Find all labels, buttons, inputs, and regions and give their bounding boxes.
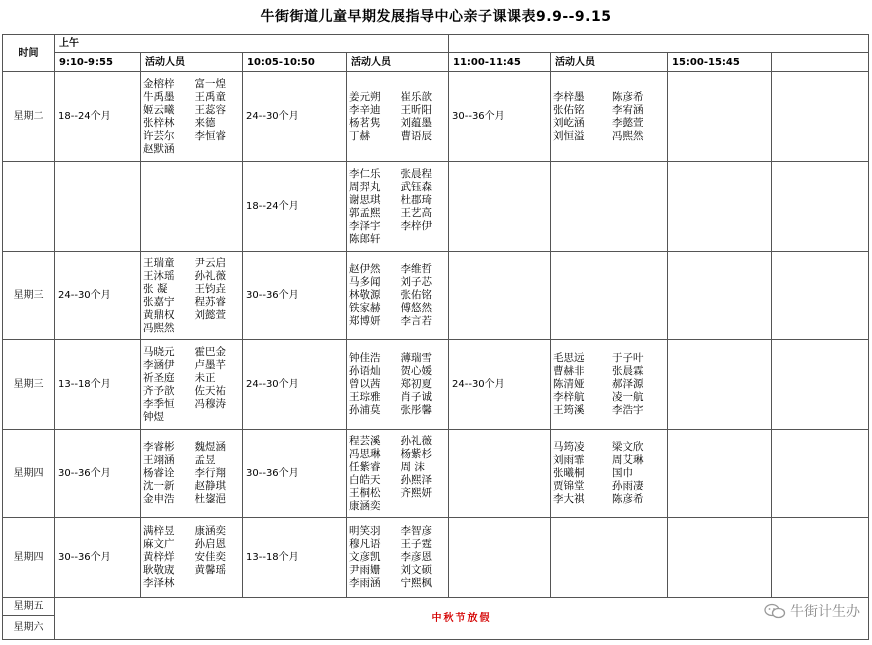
age-range-1: 18--24个月 [55, 72, 141, 162]
participant-name: 王艺高 [400, 206, 432, 219]
age-range-1 [55, 162, 141, 252]
participant-name: 武钰森 [400, 180, 432, 193]
participant-name: 周 沫 [400, 460, 425, 473]
participant-name: 任紫睿 [349, 460, 381, 473]
participant-name: 张晨程 [400, 167, 432, 180]
name-list [349, 525, 446, 590]
watermark [764, 601, 860, 621]
age-range-2: 13--18个月 [243, 518, 347, 598]
participant-name: 赵伊然 [349, 263, 381, 275]
participant-name: 杜鋆浥 [194, 493, 226, 505]
schedule-row [3, 340, 869, 430]
participant-name: 魏煜涵 [194, 441, 226, 453]
participant-name: 王昕阳 [400, 103, 432, 116]
name-list [349, 352, 446, 417]
schedule-row [3, 252, 869, 340]
empty-cell [772, 252, 869, 340]
participant-name: 李季恒 [143, 397, 175, 410]
participant-name: 祈圣庭 [143, 371, 175, 384]
participant-name: 李智彦 [400, 525, 432, 537]
name-list [349, 168, 446, 246]
participant-name: 孙礼薇 [400, 434, 432, 447]
participant-name: 孙雨凄 [612, 480, 644, 492]
participant-name: 孟昱 [194, 454, 216, 466]
schedule-row [3, 72, 869, 162]
participant-name: 杨睿诠 [143, 467, 175, 479]
participant-name: 黄鼎权 [143, 308, 175, 321]
participant-name: 王子霆 [400, 538, 432, 550]
schedule-rows [3, 72, 869, 598]
participant-name: 钟佳浩 [349, 352, 381, 364]
empty-cell [772, 72, 869, 162]
schedule-table [2, 34, 869, 640]
participant-name: 陈彦希 [612, 493, 644, 505]
name-list [553, 441, 665, 506]
empty-cell [772, 340, 869, 430]
activity-names-cell [347, 430, 449, 518]
participant-name: 张 凝 [143, 282, 168, 295]
activity-names-cell [141, 340, 243, 430]
participant-name: 曾以茜 [349, 378, 381, 390]
participant-name: 李大祺 [553, 493, 585, 505]
participant-name: 穆凡语 [349, 538, 381, 550]
name-list [349, 91, 446, 143]
slot-header-4: 15:00-15:45 [668, 53, 772, 72]
participant-name: 李彦恩 [400, 551, 432, 563]
participant-name: 张晨霖 [612, 365, 644, 377]
name-list [143, 525, 240, 590]
participant-name: 李梓伊 [400, 219, 432, 232]
activity-names-cell [347, 518, 449, 598]
participant-name: 李泽林 [143, 577, 175, 589]
participant-name: 姜元朔 [349, 90, 381, 103]
participant-name: 曹赫非 [553, 365, 585, 377]
participant-name: 李懿萱 [612, 116, 644, 129]
participant-name: 王筠溪 [553, 404, 585, 416]
participant-name: 金申浩 [143, 493, 175, 505]
day-friday: 星期五 [3, 598, 55, 616]
activity-names-cell [551, 252, 668, 340]
participant-name: 陈郎轩 [349, 232, 381, 245]
participant-name: 齐予歆 [143, 384, 175, 397]
age-range-1: 24--30个月 [55, 252, 141, 340]
participant-name: 陈彦希 [612, 90, 644, 103]
participant-name: 薄瑞雪 [400, 352, 432, 364]
activity-header-1: 活动人员 [141, 53, 243, 72]
participant-name: 崔乐歆 [400, 90, 432, 103]
participant-name: 铁家赫 [349, 302, 381, 314]
participant-name: 张梓林 [143, 116, 175, 129]
activity-names-cell [141, 518, 243, 598]
participant-name: 李行翔 [194, 467, 226, 479]
participant-name: 刘文硕 [400, 564, 432, 576]
participant-name: 李泽宇 [349, 219, 381, 232]
participant-name: 未正 [194, 371, 216, 384]
participant-name: 张佑铭 [553, 103, 585, 116]
schedule-row [3, 518, 869, 598]
participant-name: 刘子芯 [400, 276, 432, 288]
activity-names-cell [141, 252, 243, 340]
participant-name: 谢思琪 [349, 193, 381, 206]
participant-name: 梁文欣 [612, 441, 644, 453]
participant-name: 王翊涵 [143, 454, 175, 466]
participant-name: 沈一新 [143, 480, 175, 492]
participant-name: 李睿彬 [143, 441, 175, 453]
participant-name: 赵静琪 [194, 480, 226, 492]
participant-name: 张曦桐 [553, 467, 585, 479]
holiday-banner [55, 598, 869, 640]
participant-name: 麻文广 [143, 538, 175, 550]
participant-name: 毛思远 [553, 352, 585, 364]
participant-name: 孙浦莫 [349, 404, 381, 416]
activity-names-cell [551, 340, 668, 430]
participant-name: 黄馨瑶 [194, 564, 226, 576]
participant-name: 满梓昱 [143, 525, 175, 537]
participant-name: 杜郡琦 [400, 193, 432, 206]
activity-names-cell [347, 340, 449, 430]
participant-name: 郑初夏 [400, 378, 432, 390]
participant-name: 文彦凯 [349, 551, 381, 563]
participant-name: 张彤馨 [400, 404, 432, 416]
name-list [553, 91, 665, 143]
day-label: 星期四 [3, 430, 55, 518]
participant-name: 佐天祐 [194, 384, 226, 397]
activity-header-3: 活动人员 [551, 53, 668, 72]
participant-name: 程芸溪 [349, 434, 381, 447]
participant-name: 马多闻 [349, 276, 381, 288]
participant-name: 凌一航 [612, 391, 644, 403]
participant-name: 马筠凌 [553, 441, 585, 453]
age-range-2: 24--30个月 [243, 340, 347, 430]
day-label: 星期二 [3, 72, 55, 162]
participant-name: 耿敬宬 [143, 564, 175, 576]
page-title: 牛街街道儿童早期发展指导中心亲子课课表9.9--9.15 [260, 9, 612, 25]
participant-name: 刘恒溢 [553, 129, 585, 142]
participant-name: 于子叶 [612, 352, 644, 364]
participant-name: 富一煌 [194, 77, 226, 90]
activity-names-cell [551, 518, 668, 598]
participant-name: 宁熙枫 [400, 577, 432, 589]
participant-name: 刘屹涵 [553, 116, 585, 129]
age-range-1: 30--36个月 [55, 518, 141, 598]
participant-name: 孙语灿 [349, 365, 381, 377]
participant-name: 王琮雅 [349, 391, 381, 403]
participant-name: 李雨涵 [349, 577, 381, 589]
participant-name: 贾锦堂 [553, 480, 585, 492]
participant-name: 李辛迪 [349, 103, 381, 116]
participant-name: 康涵奕 [194, 525, 226, 537]
participant-name: 王桐松 [349, 486, 381, 499]
activity-names-cell [551, 162, 668, 252]
participant-name: 周羿丸 [349, 180, 381, 193]
activity-names-cell [551, 430, 668, 518]
participant-name: 马晓元 [143, 345, 175, 358]
participant-name: 李浩宇 [612, 404, 644, 416]
age-range-2: 30--36个月 [243, 252, 347, 340]
participant-name: 姬云曦 [143, 103, 175, 116]
activity-names-cell [347, 162, 449, 252]
participant-name: 冯熙然 [612, 129, 644, 142]
participant-name: 黄梓烊 [143, 551, 175, 563]
participant-name: 王瑞童 [143, 256, 175, 269]
participant-name: 杨紫杉 [400, 447, 432, 460]
participant-name [195, 143, 241, 156]
activity-header-2: 活动人员 [347, 53, 449, 72]
participant-name: 尹云启 [194, 256, 226, 269]
participant-name: 刘雨霏 [553, 454, 585, 466]
name-list [349, 263, 446, 328]
participant-name: 孙礼薇 [194, 269, 226, 282]
activity-names-cell [141, 72, 243, 162]
participant-name: 周艾琳 [612, 454, 644, 466]
activity-names-cell [141, 162, 243, 252]
day-label: 星期四 [3, 518, 55, 598]
participant-name: 王沐瑶 [143, 269, 175, 282]
schedule-row [3, 430, 869, 518]
participant-name: 曹语辰 [400, 129, 432, 142]
age-range-2: 24--30个月 [243, 72, 347, 162]
participant-name: 丁赫 [349, 129, 370, 142]
participant-name: 牛禹墨 [143, 90, 175, 103]
day-label: 星期三 [3, 340, 55, 430]
slot-header-3: 11:00-11:45 [449, 53, 551, 72]
day-label: 星期三 [3, 252, 55, 340]
participant-name: 杨茗隽 [349, 116, 381, 129]
participant-name: 刘懿萱 [194, 308, 226, 321]
activity-names-cell [551, 72, 668, 162]
participant-name [401, 233, 447, 246]
name-list [553, 352, 665, 417]
participant-name: 张嘉宁 [143, 295, 175, 308]
age-range-2: 30--36个月 [243, 430, 347, 518]
participant-name: 金榕梓 [143, 77, 175, 90]
empty-cell [772, 518, 869, 598]
participant-name: 齐熙妍 [400, 486, 432, 499]
participant-name: 李梓墨 [553, 90, 585, 103]
age-range-3: 30--36个月 [449, 72, 551, 162]
holiday-text: 中秋节放假 [431, 613, 492, 624]
participant-name: 王钧垚 [194, 282, 226, 295]
name-list [143, 441, 240, 506]
participant-name: 来德 [194, 116, 216, 129]
activity-names-cell [141, 430, 243, 518]
age-range-3 [449, 518, 551, 598]
participant-name [195, 411, 241, 424]
am-header: 上午 [55, 35, 449, 53]
participant-name: 傅悠然 [400, 302, 432, 314]
participant-name: 郝泽源 [612, 378, 644, 390]
age-range-4 [668, 72, 772, 162]
participant-name: 冯思琳 [349, 447, 381, 460]
participant-name: 许芸尔 [143, 129, 175, 142]
participant-name: 霍巴金 [194, 345, 226, 358]
participant-name: 肖子诚 [400, 391, 432, 403]
participant-name: 卢墨芊 [194, 358, 226, 371]
participant-name: 刘蕴墨 [400, 116, 432, 129]
participant-name: 李涵伊 [143, 358, 175, 371]
participant-name: 赵默涵 [143, 142, 175, 155]
age-range-3 [449, 162, 551, 252]
participant-name: 郭孟熙 [349, 206, 381, 219]
age-range-1: 30--36个月 [55, 430, 141, 518]
participant-name: 程苏睿 [194, 295, 226, 308]
name-list [143, 257, 240, 335]
schedule-row [3, 162, 869, 252]
participant-name: 王禹童 [194, 90, 226, 103]
participant-name: 孙启恩 [194, 538, 226, 550]
participant-name: 李维哲 [400, 263, 432, 275]
participant-name: 李宥涵 [612, 103, 644, 116]
age-range-3: 24--30个月 [449, 340, 551, 430]
age-range-4 [668, 252, 772, 340]
wechat-icon [764, 603, 786, 619]
participant-name [401, 500, 447, 513]
participant-name: 张佑铭 [400, 289, 432, 301]
name-list [349, 435, 446, 513]
empty-cell [772, 162, 869, 252]
participant-name: 李言若 [400, 315, 432, 327]
age-range-3 [449, 430, 551, 518]
participant-name: 林敬源 [349, 289, 381, 301]
participant-name: 陈清娅 [553, 378, 585, 390]
participant-name: 明笑羽 [349, 525, 381, 537]
participant-name: 李仁乐 [349, 167, 381, 180]
participant-name: 李恒睿 [194, 129, 226, 142]
participant-name: 尹雨姗 [349, 564, 381, 576]
age-range-3 [449, 252, 551, 340]
day-label [3, 162, 55, 252]
participant-name: 孙熙泽 [400, 473, 432, 486]
age-range-4 [668, 340, 772, 430]
age-range-4 [668, 518, 772, 598]
participant-name: 安佳奕 [194, 551, 226, 563]
name-list [143, 346, 240, 424]
age-range-1: 13--18个月 [55, 340, 141, 430]
name-list [143, 78, 240, 156]
participant-name [195, 322, 241, 335]
participant-name: 康涵奕 [349, 499, 381, 512]
participant-name: 冯穆涛 [194, 397, 226, 410]
participant-name [195, 577, 241, 590]
age-range-4 [668, 430, 772, 518]
participant-name: 李梓航 [553, 391, 585, 403]
participant-name: 王蕊容 [194, 103, 226, 116]
activity-names-cell [347, 252, 449, 340]
participant-name: 白皓天 [349, 473, 381, 486]
time-header: 时间 [3, 35, 55, 72]
participant-name: 钟煜 [143, 410, 164, 423]
age-range-2: 18--24个月 [243, 162, 347, 252]
day-saturday: 星期六 [3, 616, 55, 640]
participant-name: 郑博妍 [349, 315, 381, 327]
participant-name: 贺心媛 [400, 365, 432, 377]
participant-name: 国巾 [612, 467, 633, 479]
participant-name: 冯熙然 [143, 321, 175, 334]
empty-cell [772, 430, 869, 518]
age-range-4 [668, 162, 772, 252]
watermark-text: 牛街计生办 [790, 604, 860, 620]
slot-header-2: 10:05-10:50 [243, 53, 347, 72]
slot-header-1: 9:10-9:55 [55, 53, 141, 72]
activity-names-cell [347, 72, 449, 162]
